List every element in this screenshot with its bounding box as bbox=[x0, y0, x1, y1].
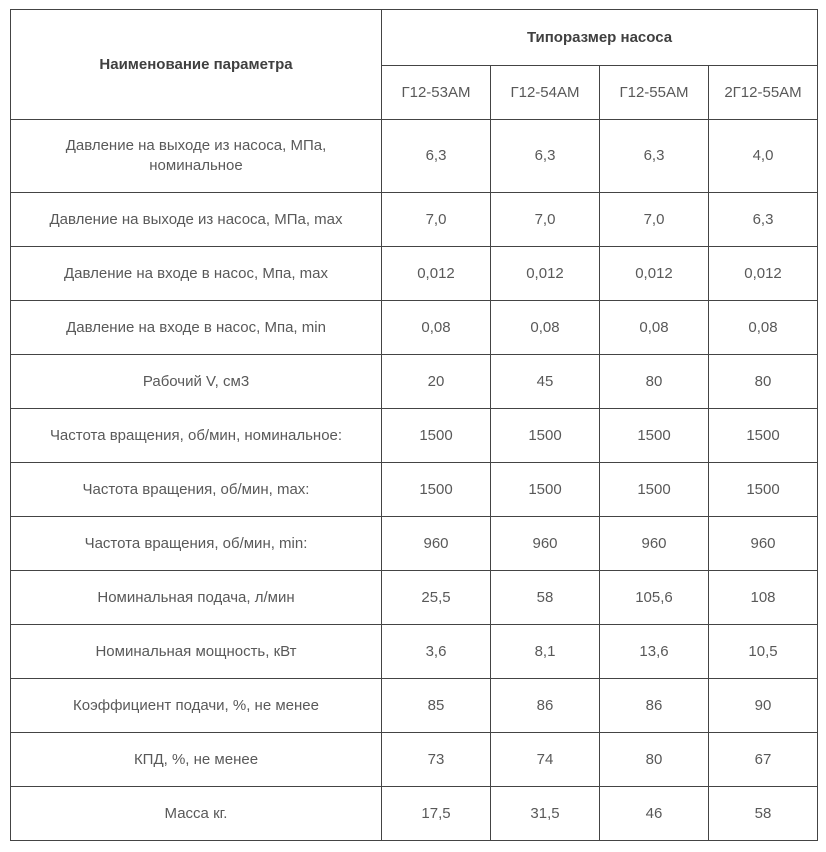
value-cell: 7,0 bbox=[600, 193, 709, 247]
value-cell: 74 bbox=[491, 733, 600, 787]
table-row bbox=[11, 120, 818, 193]
value-cell: 80 bbox=[600, 355, 709, 409]
value-cell: 7,0 bbox=[491, 193, 600, 247]
pump-size-header: Типоразмер насоса bbox=[382, 10, 818, 66]
table-row bbox=[11, 247, 818, 301]
value-cell: 960 bbox=[709, 517, 818, 571]
value-cell: 85 bbox=[382, 679, 491, 733]
value-cell: 0,012 bbox=[382, 247, 491, 301]
model-header: Г12-54АМ bbox=[491, 66, 600, 120]
header-row bbox=[11, 10, 818, 66]
value-cell: 73 bbox=[382, 733, 491, 787]
value-cell: 46 bbox=[600, 787, 709, 841]
value-cell: 1500 bbox=[709, 409, 818, 463]
value-cell: 8,1 bbox=[491, 625, 600, 679]
value-cell: 6,3 bbox=[382, 120, 491, 193]
value-cell: 90 bbox=[709, 679, 818, 733]
param-name-cell: Масса кг. bbox=[11, 787, 382, 841]
table-row bbox=[11, 787, 818, 841]
value-cell: 67 bbox=[709, 733, 818, 787]
value-cell: 86 bbox=[600, 679, 709, 733]
param-name-cell: Частота вращения, об/мин, номинальное: bbox=[11, 409, 382, 463]
value-cell: 960 bbox=[491, 517, 600, 571]
value-cell: 80 bbox=[709, 355, 818, 409]
param-name-cell: Давление на выходе из насоса, МПа, max bbox=[11, 193, 382, 247]
value-cell: 0,08 bbox=[600, 301, 709, 355]
value-cell: 86 bbox=[491, 679, 600, 733]
table-row bbox=[11, 733, 818, 787]
table-row bbox=[11, 463, 818, 517]
value-cell: 960 bbox=[382, 517, 491, 571]
value-cell: 13,6 bbox=[600, 625, 709, 679]
table-row bbox=[11, 517, 818, 571]
value-cell: 960 bbox=[600, 517, 709, 571]
value-cell: 0,08 bbox=[491, 301, 600, 355]
table-row bbox=[11, 571, 818, 625]
table-row bbox=[11, 355, 818, 409]
value-cell: 1500 bbox=[491, 409, 600, 463]
value-cell: 17,5 bbox=[382, 787, 491, 841]
table-row bbox=[11, 193, 818, 247]
value-cell: 1500 bbox=[709, 463, 818, 517]
param-name-cell: Коэффициент подачи, %, не менее bbox=[11, 679, 382, 733]
value-cell: 0,012 bbox=[491, 247, 600, 301]
value-cell: 80 bbox=[600, 733, 709, 787]
value-cell: 1500 bbox=[382, 409, 491, 463]
pump-spec-table bbox=[10, 9, 818, 841]
param-name-cell: Давление на выходе из насоса, МПа, номинальное bbox=[11, 120, 382, 193]
value-cell: 6,3 bbox=[709, 193, 818, 247]
value-cell: 10,5 bbox=[709, 625, 818, 679]
param-name-cell: Номинальная подача, л/мин bbox=[11, 571, 382, 625]
value-cell: 25,5 bbox=[382, 571, 491, 625]
value-cell: 0,08 bbox=[709, 301, 818, 355]
model-header: Г12-53АМ bbox=[382, 66, 491, 120]
value-cell: 6,3 bbox=[491, 120, 600, 193]
value-cell: 4,0 bbox=[709, 120, 818, 193]
param-name-cell: Частота вращения, об/мин, min: bbox=[11, 517, 382, 571]
value-cell: 1500 bbox=[600, 463, 709, 517]
value-cell: 105,6 bbox=[600, 571, 709, 625]
value-cell: 108 bbox=[709, 571, 818, 625]
value-cell: 58 bbox=[491, 571, 600, 625]
param-name-header: Наименование параметра bbox=[11, 10, 382, 120]
param-name-cell: Давление на входе в насос, Мпа, min bbox=[11, 301, 382, 355]
param-name-cell: Номинальная мощность, кВт bbox=[11, 625, 382, 679]
model-header: Г12-55АМ bbox=[600, 66, 709, 120]
value-cell: 1500 bbox=[491, 463, 600, 517]
value-cell: 45 bbox=[491, 355, 600, 409]
value-cell: 1500 bbox=[382, 463, 491, 517]
value-cell: 20 bbox=[382, 355, 491, 409]
param-name-cell: Рабочий V, см3 bbox=[11, 355, 382, 409]
table-row bbox=[11, 301, 818, 355]
model-header: 2Г12-55АМ bbox=[709, 66, 818, 120]
table-row bbox=[11, 679, 818, 733]
value-cell: 31,5 bbox=[491, 787, 600, 841]
param-name-cell: КПД, %, не менее bbox=[11, 733, 382, 787]
value-cell: 1500 bbox=[600, 409, 709, 463]
value-cell: 6,3 bbox=[600, 120, 709, 193]
param-name-cell: Частота вращения, об/мин, max: bbox=[11, 463, 382, 517]
value-cell: 58 bbox=[709, 787, 818, 841]
value-cell: 0,012 bbox=[709, 247, 818, 301]
param-name-cell: Давление на входе в насос, Мпа, max bbox=[11, 247, 382, 301]
table-row bbox=[11, 409, 818, 463]
value-cell: 0,08 bbox=[382, 301, 491, 355]
value-cell: 0,012 bbox=[600, 247, 709, 301]
table-row bbox=[11, 625, 818, 679]
value-cell: 3,6 bbox=[382, 625, 491, 679]
value-cell: 7,0 bbox=[382, 193, 491, 247]
